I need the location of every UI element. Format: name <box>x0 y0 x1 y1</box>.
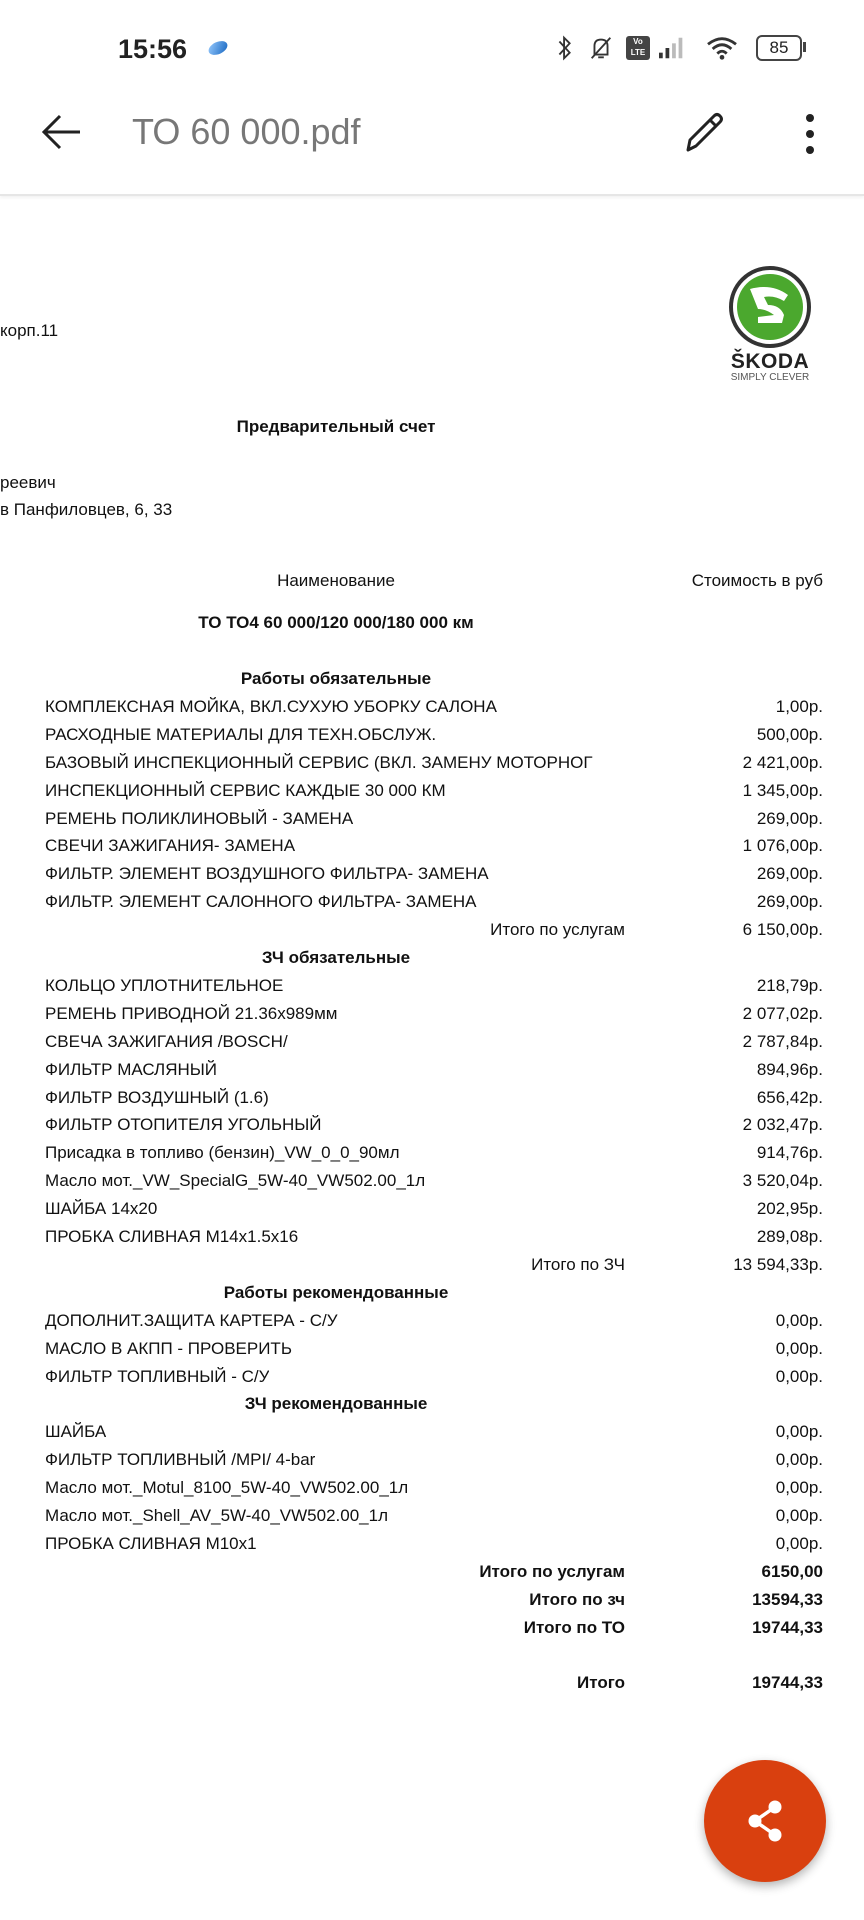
row-value: 289,08р. <box>756 1227 823 1246</box>
row-label: ФИЛЬТР ТОПЛИВНЫЙ /MPI/ 4-bar <box>45 1450 316 1470</box>
row-label: ФИЛЬТР. ЭЛЕМЕНТ ВОЗДУШНОГО ФИЛЬТРА- ЗАМЕНА <box>45 864 489 884</box>
row-value: 202,95р. <box>756 1199 823 1219</box>
row-value: 0,00р. <box>775 1478 823 1498</box>
row-value: 2 077,02р. <box>742 1003 823 1023</box>
company-address-fragment: корп.11 <box>0 321 59 340</box>
back-arrow-icon[interactable] <box>40 110 84 154</box>
row-label: СВЕЧА ЗАЖИГАНИЯ /BOSCH/ <box>45 1031 288 1051</box>
row-value: 218,79р. <box>756 975 823 995</box>
table-row <box>0 860 864 888</box>
table-row <box>0 1474 864 1502</box>
total-row <box>0 1669 864 1697</box>
row-label: Присадка в топливо (бензин)_VW_0_0_90мл <box>45 1143 400 1163</box>
row-label: РАСХОДНЫЕ МАТЕРИАЛЫ ДЛЯ ТЕХН.ОБСЛУЖ. <box>45 724 437 744</box>
row-value: 269,00р. <box>756 808 823 828</box>
table-row <box>0 1056 864 1084</box>
row-label: МАСЛО В АКПП - ПРОВЕРИТЬ <box>45 1338 292 1358</box>
row-label: Итого по услугам <box>490 920 625 940</box>
subtotal-row <box>0 1251 864 1279</box>
volte-icon: Vo LTE <box>626 36 650 60</box>
bluetooth-icon <box>556 34 574 62</box>
row-value: 894,96р. <box>756 1059 823 1079</box>
row-value: 1 345,00р. <box>742 780 823 800</box>
row-value: 13 594,33р. <box>733 1254 823 1274</box>
wifi-icon <box>704 34 740 62</box>
table-row <box>0 1335 864 1363</box>
logo-brand: ŠKODA <box>730 350 810 373</box>
muted-bell-icon <box>586 34 616 62</box>
row-label: КОМПЛЕКСНАЯ МОЙКА, ВКЛ.СУХУЮ УБОРКУ САЛОНА <box>45 696 497 716</box>
row-label: ФИЛЬТР ОТОПИТЕЛЯ УГОЛЬНЫЙ <box>45 1115 322 1135</box>
row-value: 914,76р. <box>756 1143 823 1163</box>
row-label: ШАЙБА <box>45 1422 107 1442</box>
table-row <box>0 1195 864 1223</box>
row-label: Масло мот._Shell_AV_5W-40_VW502.00_1л <box>45 1506 388 1525</box>
section-title: Работы обязательные <box>240 669 432 688</box>
row-value: 656,42р. <box>756 1087 823 1107</box>
row-label: Итого по ТО <box>523 1617 625 1637</box>
row-value: 269,00р. <box>756 864 823 884</box>
row-label: РЕМЕНЬ ПОЛИКЛИНОВЫЙ - ЗАМЕНА <box>45 808 354 828</box>
row-label: ПРОБКА СЛИВНАЯ M14x1.5x16 <box>45 1227 299 1246</box>
table-row <box>0 1307 864 1335</box>
row-value: 3 520,04р. <box>742 1171 823 1191</box>
edit-pencil-icon[interactable] <box>680 108 728 156</box>
package-title: ТО ТО4 60 000/120 000/180 000 км <box>198 613 474 632</box>
row-label: ФИЛЬТР ВОЗДУШНЫЙ (1.6) <box>45 1087 269 1107</box>
table-row <box>0 1223 864 1251</box>
row-value: 0,00р. <box>775 1366 823 1386</box>
row-label: Масло мот._Motul_8100_5W-40_VW502.00_1л <box>45 1478 409 1498</box>
row-label: КОЛЬЦО УПЛОТНИТЕЛЬНОЕ <box>45 975 284 995</box>
section-header <box>0 665 864 693</box>
table-row <box>0 1363 864 1391</box>
row-label: ШАЙБА 14x20 <box>45 1199 158 1219</box>
row-label: БАЗОВЫЙ ИНСПЕКЦИОННЫЙ СЕРВИС (ВКЛ. ЗАМЕНУ МОТОРНОГ <box>45 752 593 772</box>
row-value: 19744,33 <box>752 1617 823 1637</box>
document-title: ТО 60 000.pdf <box>132 111 361 152</box>
table-row <box>0 721 864 749</box>
row-value: 6150,00 <box>761 1561 823 1581</box>
total-row <box>0 1614 864 1642</box>
row-value: 1,00р. <box>775 696 823 716</box>
table-row <box>0 1502 864 1530</box>
table-row <box>0 1028 864 1056</box>
battery-indicator: 85 <box>756 35 802 61</box>
row-value: 2 787,84р. <box>742 1031 823 1051</box>
row-label: ФИЛЬТР. ЭЛЕМЕНТ САЛОННОГО ФИЛЬТРА- ЗАМЕНА <box>45 892 477 912</box>
table-row <box>0 1000 864 1028</box>
row-label: РЕМЕНЬ ПРИВОДНОЙ 21.36x989мм <box>45 1003 338 1023</box>
row-label: ИНСПЕКЦИОННЫЙ СЕРВИС КАЖДЫЕ 30 000 КМ <box>45 780 446 800</box>
row-label: ПРОБКА СЛИВНАЯ M10x1 <box>45 1533 257 1553</box>
status-bar <box>0 0 864 90</box>
table-row <box>0 972 864 1000</box>
status-time: 15:56 <box>118 34 188 64</box>
table-row <box>0 777 864 805</box>
section-header <box>0 1390 864 1418</box>
logo-slogan: SIMPLY CLEVER <box>730 372 810 383</box>
row-value: 2 032,47р. <box>742 1115 823 1135</box>
row-label: ДОПОЛНИТ.ЗАЩИТА КАРТЕРА - С/У <box>45 1310 338 1330</box>
row-value: 2 421,00р. <box>742 752 823 772</box>
row-label: ФИЛЬТР МАСЛЯНЫЙ <box>45 1059 218 1079</box>
table-row <box>0 1111 864 1139</box>
row-value: 500,00р. <box>756 724 823 744</box>
table-row <box>0 749 864 777</box>
row-value: 19744,33 <box>752 1673 823 1693</box>
table-row <box>0 805 864 833</box>
table-row <box>0 1084 864 1112</box>
table-row <box>0 1446 864 1474</box>
table-row <box>0 693 864 721</box>
row-label: Итого по ЗЧ <box>531 1254 625 1274</box>
row-value: 0,00р. <box>775 1422 823 1442</box>
app-bar <box>0 90 864 196</box>
skoda-logo-icon <box>728 265 812 349</box>
row-value: 13594,33 <box>752 1589 823 1609</box>
section-header <box>0 1279 864 1307</box>
row-label: Итого по зч <box>529 1589 625 1609</box>
row-value: 1 076,00р. <box>742 836 823 856</box>
row-label: Итого <box>577 1673 625 1693</box>
section-title: ЗЧ рекомендованные <box>244 1394 428 1414</box>
table-row <box>0 1167 864 1195</box>
row-value: 0,00р. <box>775 1338 823 1358</box>
row-value: 0,00р. <box>775 1533 823 1553</box>
row-value: 0,00р. <box>775 1450 823 1470</box>
row-value: 6 150,00р. <box>742 920 823 940</box>
row-label: Итого по услугам <box>479 1561 625 1581</box>
client-name-fragment: реевич <box>0 473 56 492</box>
signal-icon <box>656 34 690 62</box>
row-label: ФИЛЬТР ТОПЛИВНЫЙ - С/У <box>45 1366 270 1386</box>
more-options-icon[interactable] <box>798 112 822 156</box>
section-title: Работы рекомендованные <box>223 1282 449 1302</box>
table-row <box>0 1418 864 1446</box>
row-value: 0,00р. <box>775 1310 823 1330</box>
section-title: ЗЧ обязательные <box>261 948 411 967</box>
app-notification-icon <box>206 38 229 57</box>
table-row <box>0 1139 864 1167</box>
table-row <box>0 832 864 860</box>
row-label: СВЕЧИ ЗАЖИГАНИЯ- ЗАМЕНА <box>45 836 296 856</box>
total-row <box>0 1586 864 1614</box>
client-address-fragment: в Панфиловцев, 6, 33 <box>0 500 173 519</box>
share-button[interactable] <box>704 1760 826 1882</box>
table-row <box>0 1530 864 1558</box>
column-header-name: Наименование <box>277 571 395 590</box>
column-header-cost: Стоимость в руб <box>691 571 823 590</box>
row-label: Масло мот._VW_SpecialG_5W-40_VW502.00_1л <box>45 1171 426 1191</box>
table-row <box>0 888 864 916</box>
total-row <box>0 1558 864 1586</box>
row-value: 0,00р. <box>775 1506 823 1525</box>
share-icon <box>741 1797 789 1845</box>
document-heading: Предварительный счет <box>236 417 436 436</box>
battery-tip <box>803 42 806 52</box>
section-header <box>0 944 864 972</box>
row-value: 269,00р. <box>756 892 823 912</box>
subtotal-row <box>0 916 864 944</box>
